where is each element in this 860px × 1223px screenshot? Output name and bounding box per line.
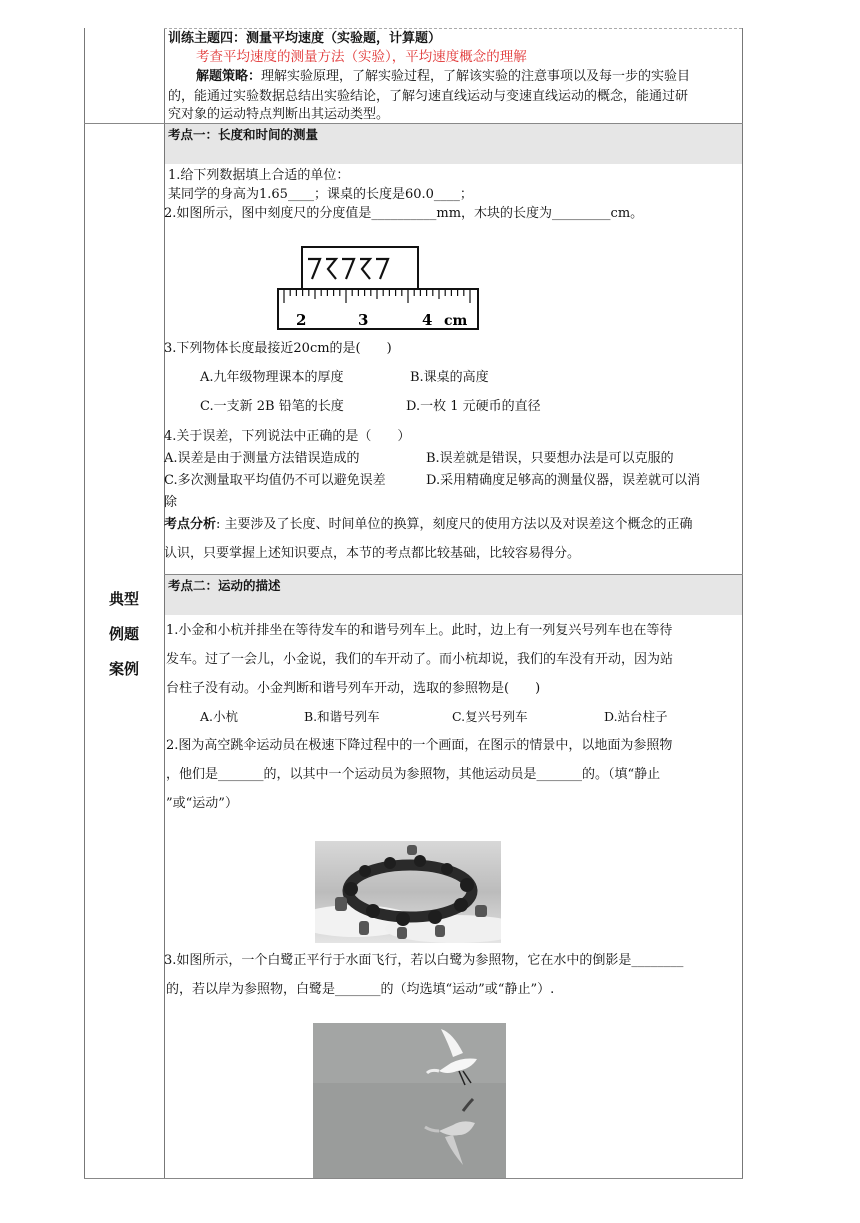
strategy-line-2: 的，能通过实验数据总结出实验结论，了解匀速直线运动与变速直线运动的概念，能通过研 xyxy=(168,89,689,104)
skydivers-photo xyxy=(315,841,501,943)
table-top-border xyxy=(164,28,742,29)
side-label-2: 例题 xyxy=(108,625,139,643)
s1-q3-option-b: B.课桌的高度 xyxy=(410,370,489,385)
side-label-1: 典型 xyxy=(108,590,139,608)
ruler-figure xyxy=(272,245,484,333)
s1-q2: 2.如图所示，图中刻度尺的分度值是__________mm，木块的长度为_________cm。 xyxy=(164,206,644,221)
s2-q1-option-a: A.小杭 xyxy=(200,709,239,724)
s2-q3-line2: 的，若以岸为参照物，白鹭是_______的（均选填“运动”或“静止”）. xyxy=(166,982,555,997)
s2-q1-line2: 发车。过了一会儿，小金说，我们的车开动了。而小杭却说，我们的车没有开动，因为站 xyxy=(166,652,674,667)
s1-q3-option-d: D.一枚 1 元硬币的直径 xyxy=(406,399,541,414)
s1-q4-option-b: B.误差就是错误，只要想办法是可以克服的 xyxy=(426,451,674,466)
analysis-text-1: : 主要涉及了长度、时间单位的换算，刻度尺的使用方法以及对误差这个概念的正确 xyxy=(216,517,693,532)
s1-analysis-line1 xyxy=(164,516,693,534)
s1-q4-option-d-cont: 除 xyxy=(164,495,178,510)
strategy-line-3: 究对象的运动特点判断出其运动类型。 xyxy=(168,107,390,122)
s1-q1-line2: 某同学的身高为1.65____；课桌的长度是60.0____； xyxy=(168,187,473,202)
table-right-border xyxy=(742,28,743,1178)
ruler-label-2: 2 xyxy=(296,311,307,329)
s2-q1-option-c: C.复兴号列车 xyxy=(452,709,528,724)
table-bottom-border xyxy=(84,1178,743,1179)
section1-title: 考点一：长度和时间的测量 xyxy=(168,127,319,142)
analysis-label: 考点分析 xyxy=(164,517,217,532)
s1-q4-option-a: A.误差是由于测量方法错误造成的 xyxy=(164,451,360,466)
section2-title: 考点二：运动的描述 xyxy=(168,578,281,593)
s2-q2-line2: ，他们是_______的，以其中一个运动员为参照物，其他运动员是_______的。（填“静止 xyxy=(166,767,661,782)
ruler-label-4: 4 xyxy=(422,311,433,329)
s1-q4-option-c: C.多次测量取平均值仍不可以避免误差 xyxy=(164,473,386,488)
s2-q2-line1: 2.图为高空跳伞运动员在极速下降过程中的一个画面，在图示的情景中，以地面为参照物 xyxy=(166,738,673,753)
s1-q3-option-a: A.九年级物理课本的厚度 xyxy=(200,370,344,385)
egret-photo xyxy=(313,1023,506,1178)
s2-q1-line1: 1.小金和小杭并排坐在等待发车的和谐号列车上。此时，边上有一列复兴号列车也在等待 xyxy=(166,623,673,638)
s2-q1-line3: 台柱子没有动。小金判断和谐号列车开动，选取的参照物是( ) xyxy=(166,681,541,696)
strategy-label: 解题策略： xyxy=(196,69,262,84)
s1-q3: 3.下列物体长度最接近20cm的是( ) xyxy=(164,341,392,356)
ruler-label-3: 3 xyxy=(358,311,369,329)
s1-q4: 4.关于误差，下列说法中正确的是（ ） xyxy=(164,429,411,444)
training-topic-title: 训练主题四：测量平均速度（实验题，计算题） xyxy=(168,31,442,46)
side-label-3: 案例 xyxy=(108,660,139,678)
s2-q2-line3: ”或“运动”） xyxy=(166,796,238,811)
s1-analysis-line2: 认识，只要掌握上述知识要点，本节的考点都比较基础，比较容易得分。 xyxy=(164,546,581,561)
strategy-line-1 xyxy=(196,68,690,86)
s1-q1-line1: 1.给下列数据填上合适的单位： xyxy=(168,168,350,183)
s1-q3-option-c: C.一支新 2B 铅笔的长度 xyxy=(200,399,344,414)
strategy-text-1: 理解实验原理，了解实验过程，了解该实验的注意事项以及每一步的实验目 xyxy=(261,69,691,84)
s1-q4-option-d: D.采用精确度足够高的测量仪器，误差就可以消 xyxy=(426,473,701,488)
focus-line: 考查平均速度的测量方法（实验），平均速度概念的理解 xyxy=(196,49,527,65)
ruler-label-cm: cm xyxy=(444,313,468,329)
s2-q1-option-d: D.站台柱子 xyxy=(604,709,668,724)
s2-q3-line1: 3.如图所示，一个白鹭正平行于水面飞行，若以白鹭为参照物，它在水中的倒影是________ xyxy=(164,953,684,968)
s2-q1-option-b: B.和谐号列车 xyxy=(304,709,380,724)
